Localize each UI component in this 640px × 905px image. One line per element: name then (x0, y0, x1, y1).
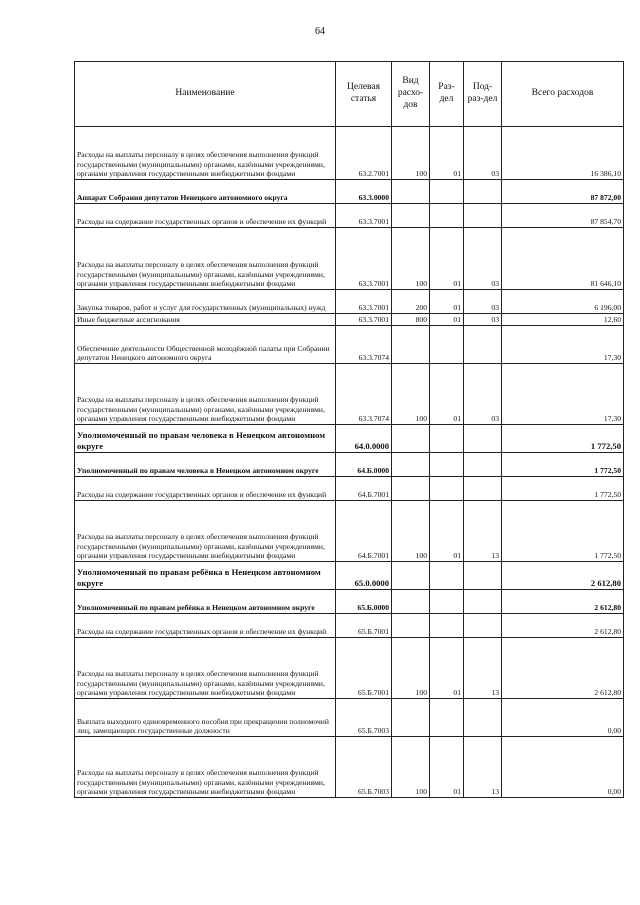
row-subsection: 03 (464, 290, 502, 314)
page-number: 64 (315, 26, 325, 37)
row-name: Выплата выходного единовременного пособия при прекращении полномочий лиц, замещающих государственные должности (75, 699, 336, 737)
row-expense-type: 800 (392, 314, 430, 326)
row-section: 01 (430, 314, 464, 326)
row-total: 2 612,80 (502, 614, 624, 638)
row-section: 01 (430, 737, 464, 798)
row-expense-type: 100 (392, 127, 430, 180)
row-expense-type (392, 453, 430, 477)
row-expense-type: 100 (392, 228, 430, 290)
table-row (75, 638, 624, 699)
table-row (75, 180, 624, 204)
row-target-article: 65.0.0000 (336, 562, 392, 590)
header-total: Всего расходов (502, 62, 624, 127)
row-total: 17,30 (502, 326, 624, 364)
row-target-article: 65.Б.0000 (336, 590, 392, 614)
table-row (75, 562, 624, 590)
row-expense-type (392, 425, 430, 453)
row-target-article: 64.Б.7001 (336, 477, 392, 501)
row-name: Обеспечение деятельности Общественной молодёжной палаты при Собрании депутатов Ненецкого автономного округа (75, 326, 336, 364)
row-total: 0,00 (502, 737, 624, 798)
row-target-article: 65.Б.7003 (336, 737, 392, 798)
row-target-article: 63.3.0000 (336, 180, 392, 204)
row-subsection: 13 (464, 737, 502, 798)
row-section (430, 326, 464, 364)
row-subsection: 03 (464, 127, 502, 180)
row-name: Уполномоченный по правам человека в Ненецком автономном округе (75, 425, 336, 453)
row-section: 01 (430, 127, 464, 180)
row-section (430, 614, 464, 638)
row-name: Расходы на выплаты персоналу в целях обеспечения выполнения функций государственными (муниципальными) органами, казёнными учреждениями, органами управления государственными внебюджетными фондами (75, 737, 336, 798)
row-expense-type: 100 (392, 364, 430, 425)
table-row (75, 326, 624, 364)
row-target-article: 63.3.7001 (336, 228, 392, 290)
row-name: Уполномоченный по правам ребёнка в Ненецком автономном округе (75, 562, 336, 590)
row-subsection (464, 326, 502, 364)
row-total: 2 612,80 (502, 590, 624, 614)
row-target-article: 65.Б.7001 (336, 638, 392, 699)
row-subsection (464, 453, 502, 477)
row-section (430, 590, 464, 614)
row-expense-type (392, 477, 430, 501)
row-subsection (464, 590, 502, 614)
row-name: Расходы на выплаты персоналу в целях обеспечения выполнения функций государственными (муниципальными) органами, казёнными учреждениями, органами управления государственными внебюджетными фондами (75, 228, 336, 290)
row-total: 6 196,00 (502, 290, 624, 314)
row-section: 01 (430, 228, 464, 290)
row-expense-type (392, 590, 430, 614)
row-subsection: 13 (464, 501, 502, 562)
table-row (75, 127, 624, 180)
row-expense-type: 100 (392, 737, 430, 798)
table-row (75, 501, 624, 562)
row-expense-type: 100 (392, 638, 430, 699)
row-total: 12,60 (502, 314, 624, 326)
table-row (75, 614, 624, 638)
table-row (75, 737, 624, 798)
row-target-article: 64.0.0000 (336, 425, 392, 453)
row-section (430, 453, 464, 477)
row-name: Расходы на содержание государственных органов и обеспечение их функций (75, 204, 336, 228)
row-expense-type (392, 180, 430, 204)
header-target-article: Целевая статья (336, 62, 392, 127)
row-section: 01 (430, 638, 464, 699)
row-name: Расходы на выплаты персоналу в целях обеспечения выполнения функций государственными (муниципальными) органами, казёнными учреждениями, органами управления государственными внебюджетными фондами (75, 127, 336, 180)
row-target-article: 63.3.7001 (336, 204, 392, 228)
row-section (430, 699, 464, 737)
row-expense-type (392, 699, 430, 737)
row-name: Расходы на выплаты персоналу в целях обеспечения выполнения функций государственными (муниципальными) органами, казёнными учреждениями, органами управления государственными внебюджетными фондами (75, 501, 336, 562)
row-subsection (464, 699, 502, 737)
header-subsection: Под-раз-дел (464, 62, 502, 127)
row-name: Закупка товаров, работ и услуг для государственных (муниципальных) нужд (75, 290, 336, 314)
row-total: 2 612,80 (502, 638, 624, 699)
table-row (75, 453, 624, 477)
row-target-article: 63.3.7001 (336, 314, 392, 326)
row-expense-type: 100 (392, 501, 430, 562)
table-row (75, 290, 624, 314)
row-subsection (464, 562, 502, 590)
row-section (430, 180, 464, 204)
row-expense-type (392, 562, 430, 590)
row-name: Иные бюджетные ассигнования (75, 314, 336, 326)
row-name: Аппарат Собрания депутатов Ненецкого автономного округа (75, 180, 336, 204)
row-subsection: 13 (464, 638, 502, 699)
table-row (75, 314, 624, 326)
header-section: Раз-дел (430, 62, 464, 127)
row-name: Расходы на содержание государственных органов и обеспечение их функций (75, 614, 336, 638)
row-total: 87 872,00 (502, 180, 624, 204)
row-target-article: 63.3.7074 (336, 326, 392, 364)
header-name: Наименование (75, 62, 336, 127)
table-row (75, 699, 624, 737)
row-section: 01 (430, 364, 464, 425)
row-name: Уполномоченный по правам человека в Ненецком автономном округе (75, 453, 336, 477)
row-total: 1 772,50 (502, 425, 624, 453)
table-row (75, 477, 624, 501)
row-target-article: 64.Б.0000 (336, 453, 392, 477)
row-target-article: 64.Б.7001 (336, 501, 392, 562)
row-target-article: 63.3.7001 (336, 290, 392, 314)
row-name: Расходы на выплаты персоналу в целях обеспечения выполнения функций государственными (муниципальными) органами, казёнными учреждениями, органами управления государственными внебюджетными фондами (75, 364, 336, 425)
row-subsection (464, 180, 502, 204)
table-row (75, 590, 624, 614)
row-total: 1 772,50 (502, 453, 624, 477)
row-total: 1 772,50 (502, 501, 624, 562)
row-total: 17,30 (502, 364, 624, 425)
row-target-article: 63.2.7001 (336, 127, 392, 180)
table-row (75, 204, 624, 228)
row-expense-type (392, 326, 430, 364)
row-total: 16 386,10 (502, 127, 624, 180)
row-section: 01 (430, 290, 464, 314)
row-subsection (464, 477, 502, 501)
row-section (430, 477, 464, 501)
row-expense-type: 200 (392, 290, 430, 314)
table-row (75, 425, 624, 453)
row-subsection (464, 204, 502, 228)
row-subsection: 03 (464, 314, 502, 326)
row-name: Расходы на содержание государственных органов и обеспечение их функций (75, 477, 336, 501)
row-subsection (464, 425, 502, 453)
table-row (75, 228, 624, 290)
budget-table (74, 61, 624, 798)
row-section: 01 (430, 501, 464, 562)
row-total: 1 772,50 (502, 477, 624, 501)
row-expense-type (392, 614, 430, 638)
table-row (75, 364, 624, 425)
row-target-article: 63.3.7074 (336, 364, 392, 425)
row-target-article: 65.Б.7001 (336, 614, 392, 638)
row-total: 87 854,70 (502, 204, 624, 228)
row-subsection: 03 (464, 228, 502, 290)
row-subsection: 03 (464, 364, 502, 425)
row-total: 0,00 (502, 699, 624, 737)
row-section (430, 425, 464, 453)
row-target-article: 65.Б.7003 (336, 699, 392, 737)
row-total: 2 612,80 (502, 562, 624, 590)
row-total: 81 646,10 (502, 228, 624, 290)
header-expense-type: Вид расхо-дов (392, 62, 430, 127)
row-expense-type (392, 204, 430, 228)
row-section (430, 562, 464, 590)
table-header-row (75, 62, 624, 127)
row-name: Расходы на выплаты персоналу в целях обеспечения выполнения функций государственными (муниципальными) органами, казёнными учреждениями, органами управления государственными внебюджетными фондами (75, 638, 336, 699)
row-section (430, 204, 464, 228)
row-subsection (464, 614, 502, 638)
row-name: Уполномоченный по правам ребёнка в Ненецком автономном округе (75, 590, 336, 614)
